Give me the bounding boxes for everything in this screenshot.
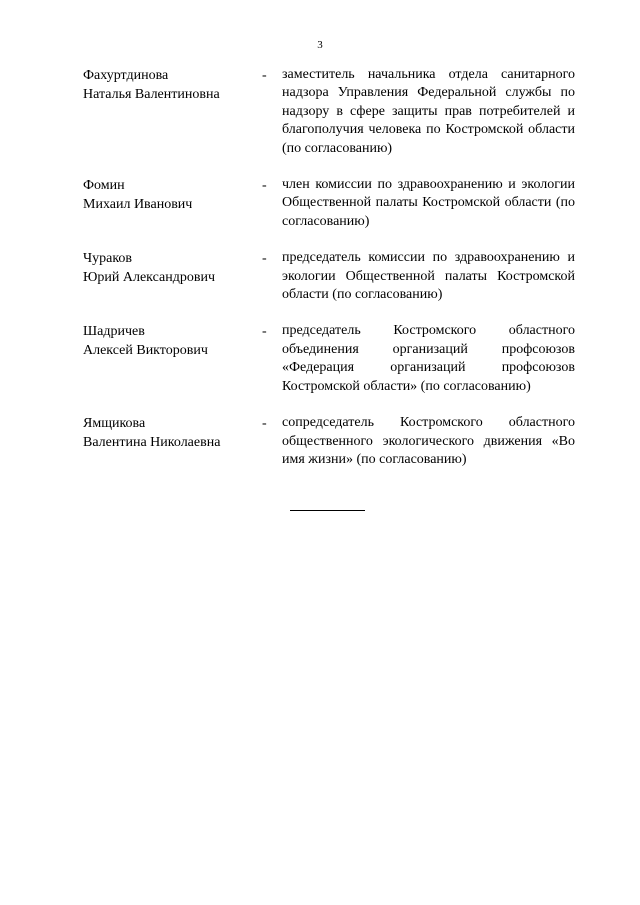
page-number: 3 (317, 39, 323, 51)
member-name (83, 66, 258, 104)
member-dash: - (262, 68, 267, 83)
member-name (83, 176, 258, 214)
member-list (83, 66, 575, 469)
member-role: член комиссии по здравоохранению и экологии Общественной палаты Костромской области (по согласованию) (282, 177, 575, 229)
member-row (83, 322, 575, 396)
member-surname: Фомин (83, 178, 125, 194)
member-surname: Чураков (83, 251, 133, 267)
member-given-names: Наталья Валентиновна (83, 87, 220, 102)
member-dash: - (262, 324, 267, 340)
member-given-names: Алексей Викторович (83, 343, 208, 359)
member-given-names: Валентина Николаевна (83, 435, 221, 451)
member-name (83, 249, 258, 287)
member-dash: - (262, 178, 267, 194)
member-row (83, 176, 575, 231)
member-row (83, 414, 575, 469)
member-role: заместитель начальника отдела санитарного надзора Управления Федеральной службы по надзору в сфере защиты прав потребителей и благополучия человека по Костромской области (по согласованию) (282, 67, 575, 156)
member-role: председатель Костромского областного объединения организаций профсоюзов «Федерация организаций профсоюзов Костромской области» (по согласованию) (282, 323, 575, 394)
member-surname: Фахуртдинова (83, 68, 169, 83)
member-dash: - (262, 416, 267, 432)
member-dash: - (262, 251, 267, 267)
member-role: сопредседатель Костромского областного общественного экологического движения «Во имя жизни» (по согласованию) (282, 415, 575, 467)
member-name (83, 322, 258, 360)
member-surname: Шадричев (83, 324, 145, 340)
member-row (83, 66, 575, 158)
member-given-names: Михаил Иванович (83, 197, 193, 213)
end-of-list-rule (290, 510, 365, 511)
member-surname: Ямщикова (83, 416, 146, 432)
member-row (83, 249, 575, 304)
member-name (83, 414, 258, 452)
member-given-names: Юрий Александрович (83, 270, 215, 286)
member-role: председатель комиссии по здравоохранению и экологии Общественной палаты Костромской области (по согласованию) (282, 250, 575, 303)
